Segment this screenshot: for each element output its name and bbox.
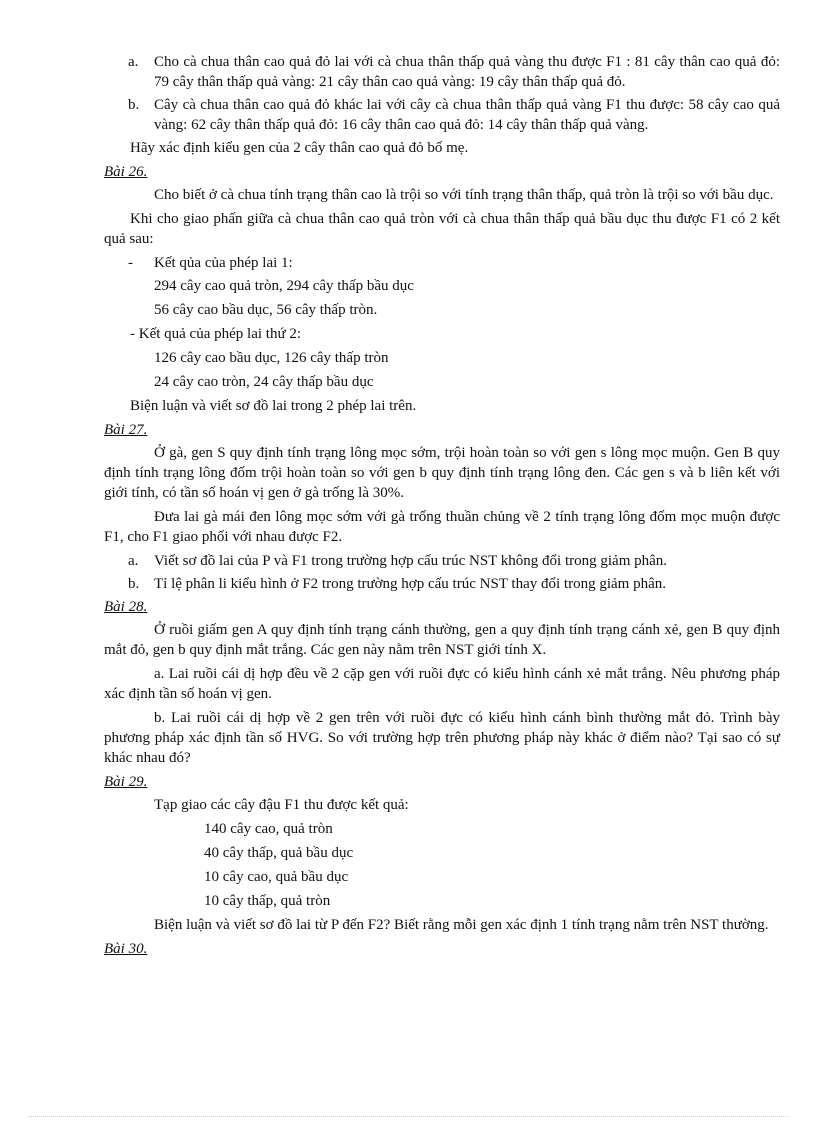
list-item-text: Cho cà chua thân cao quả đỏ lai với cà chua thân thấp quả vàng thu được F1 : 81 cây thân cao quả đỏ: 79 cây thân thấp quả vàng: 21 cây thân cao quả vàng: 19 cây thân thấp quả đỏ. xyxy=(154,54,780,90)
result-line: 126 cây cao bầu dục, 126 cây thấp tròn xyxy=(154,350,389,366)
list-item-text: Cây cà chua thân cao quả đỏ khác lai với cây cà chua thân thấp quả vàng F1 thu được: 58 cây cao quả vàng: 62 cây thân thấp quả đỏ: 16 cây thân cao quả đỏ: 14 cây thân thấp quả vàng. xyxy=(154,97,780,133)
list-item-text: Tỉ lệ phân li kiểu hình ở F2 trong trường hợp cấu trúc NST thay đổi trong giảm phân. xyxy=(154,576,666,592)
paragraph: Tạp giao các cây đậu F1 thu được kết quả: xyxy=(154,797,409,813)
list-item-a xyxy=(104,551,780,571)
result-line: 56 cây cao bầu dục, 56 cây thấp tròn. xyxy=(154,302,378,318)
list-item-text: Kết qủa của phép lai 1: xyxy=(154,255,293,271)
result-line: 24 cây cao tròn, 24 cây thấp bầu dục xyxy=(154,374,374,390)
list-marker: - xyxy=(128,255,133,271)
list-marker: a. xyxy=(128,54,139,70)
section-heading-bai-28: Bài 28. xyxy=(104,599,148,615)
paragraph: Đưa lai gà mái đen lông mọc sớm với gà trống thuần chủng về 2 tính trạng lông đốm mọc muộn được F1, cho F1 giao phối với nhau được F2. xyxy=(104,509,780,545)
list-marker: b. xyxy=(128,576,140,592)
paragraph: b. Lai ruồi cái dị hợp về 2 gen trên với ruồi đực có kiểu hình cánh bình thường mắt đỏ. Trình bày phương pháp xác định tần số HVG. So với trường hợp trên phương pháp này khác ở điểm nào? Tại sao có sự khác nhau đó? xyxy=(104,710,780,766)
paragraph: Khi cho giao phấn giữa cà chua thân cao quả tròn với cà chua thân thấp quả bầu dục thu được F1 có 2 kết quả sau: xyxy=(104,211,780,247)
result-line: 10 cây cao, quả bầu dục xyxy=(204,869,349,885)
list-item-a xyxy=(104,52,780,92)
section-heading-bai-27: Bài 27. xyxy=(104,422,148,438)
list-item-text: Viết sơ đồ lai của P và F1 trong trường hợp cấu trúc NST không đổi trong giảm phân. xyxy=(154,553,668,569)
question-paragraph: Hãy xác định kiểu gen của 2 cây thân cao quả đỏ bố mẹ. xyxy=(130,140,469,156)
result-line: 10 cây thấp, quả tròn xyxy=(204,893,331,909)
paragraph: Ở gà, gen S quy định tính trạng lông mọc sớm, trội hoàn toàn so với gen s lông mọc muộn. Gen B quy định tính trạng lông đốm trội hoàn toàn so với gen b quy định tính trạng lông đen. Các gen s và b liên kết với giới tính, có tần số hoán vị gen ở gà trống là 30%. xyxy=(104,445,780,501)
list-item-b xyxy=(104,574,780,594)
list-marker: a. xyxy=(128,553,139,569)
paragraph: Cho biết ở cà chua tính trạng thân cao là trội so với tính trạng thân thấp, quả tròn là trội so với bầu dục. xyxy=(154,187,774,203)
section-heading-bai-26: Bài 26. xyxy=(104,164,148,180)
document-body xyxy=(104,52,780,962)
result-line: 40 cây thấp, quả bầu dục xyxy=(204,845,354,861)
paragraph: a. Lai ruồi cái dị hợp đều về 2 cặp gen với ruồi đực có kiểu hình cánh xẻ mắt trắng. Nêu phương pháp xác định tần số hoán vị gen. xyxy=(104,666,780,702)
result-1-heading xyxy=(104,253,780,273)
paragraph: Ở ruồi giấm gen A quy định tính trạng cánh thường, gen a quy định tính trạng cánh xẻ, gen B quy định mắt đỏ, gen b quy định mắt trắng. Các gen này nằm trên NST giới tính X. xyxy=(104,622,780,658)
result-line: 294 cây cao quả tròn, 294 cây thấp bầu dục xyxy=(154,278,414,294)
page-bottom-divider xyxy=(28,1116,788,1117)
list-marker: b. xyxy=(128,97,140,113)
paragraph: Biện luận và viết sơ đồ lai từ P đến F2? Biết rằng mỗi gen xác định 1 tính trạng nằm trên NST thường. xyxy=(154,917,769,933)
result-2-heading: - Kết quả của phép lai thứ 2: xyxy=(130,326,301,342)
paragraph: Biện luận và viết sơ đồ lai trong 2 phép lai trên. xyxy=(130,398,417,414)
section-heading-bai-30: Bài 30. xyxy=(104,941,148,957)
result-line: 140 cây cao, quả tròn xyxy=(204,821,333,837)
section-heading-bai-29: Bài 29. xyxy=(104,774,148,790)
list-item-b xyxy=(104,95,780,135)
